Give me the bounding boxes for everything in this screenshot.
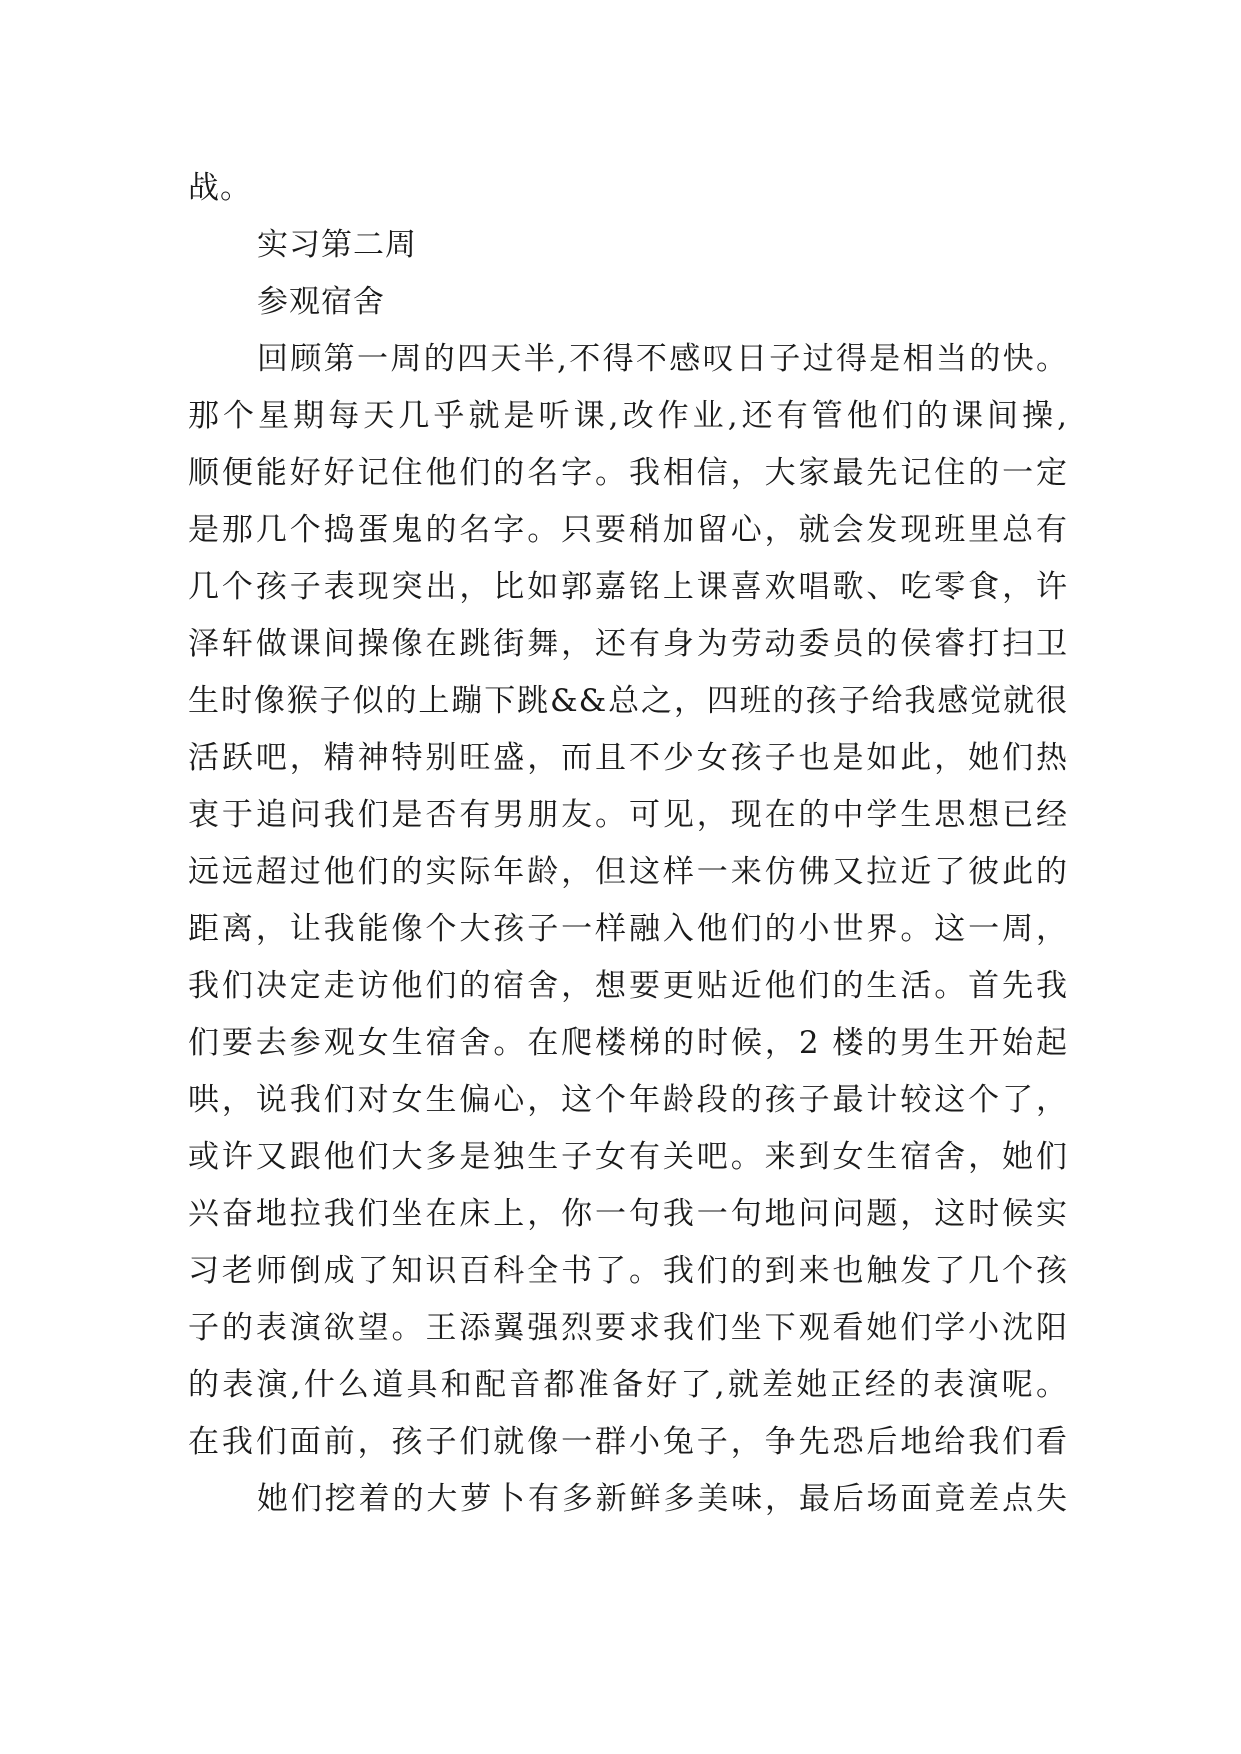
text-line: 的表演,什么道具和配音都准备好了,就差她正经的表演呢。: [188, 1367, 1068, 1403]
text-line: 在我们面前，孩子们就像一群小兔子，争先恐后地给我们看: [188, 1424, 1068, 1460]
text-line: 哄，说我们对女生偏心，这个年龄段的孩子最计较这个了，: [188, 1082, 1068, 1118]
text-line: 们要去参观女生宿舍。在爬楼梯的时候，2 楼的男生开始起: [188, 1025, 1068, 1061]
text-line: 生时像猴子似的上蹦下跳&&总之，四班的孩子给我感觉就很: [188, 683, 1068, 719]
text-line: 远远超过他们的实际年龄，但这样一来仿佛又拉近了彼此的: [188, 854, 1068, 890]
text-line: 衷于追问我们是否有男朋友。可见，现在的中学生思想已经: [188, 797, 1068, 833]
text-line: 或许又跟他们大多是独生子女有关吧。来到女生宿舍，她们: [188, 1139, 1068, 1175]
text-line: 子的表演欲望。王添翼强烈要求我们坐下观看她们学小沈阳: [188, 1310, 1068, 1346]
text-line: 她们挖着的大萝卜有多新鲜多美味，最后场面竟差点失: [257, 1481, 1068, 1517]
text-line: 是那几个捣蛋鬼的名字。只要稍加留心，就会发现班里总有: [188, 512, 1068, 548]
section-heading: 实习第二周: [257, 227, 417, 263]
text-line: 那个星期每天几乎就是听课,改作业,还有管他们的课间操,: [188, 398, 1068, 434]
text-line: 几个孩子表现突出，比如郭嘉铭上课喜欢唱歌、吃零食，许: [188, 569, 1068, 605]
text-line: 距离，让我能像个大孩子一样融入他们的小世界。这一周，: [188, 911, 1068, 947]
text-line: 战。: [188, 170, 252, 206]
text-line: 活跃吧，精神特别旺盛，而且不少女孩子也是如此，她们热: [188, 740, 1068, 776]
text-line: 习老师倒成了知识百科全书了。我们的到来也触发了几个孩: [188, 1253, 1068, 1289]
text-line: 回顾第一周的四天半,不得不感叹日子过得是相当的快。: [257, 341, 1068, 377]
text-line: 兴奋地拉我们坐在床上，你一句我一句地问问题，这时候实: [188, 1196, 1068, 1232]
text-line: 我们决定走访他们的宿舍，想要更贴近他们的生活。首先我: [188, 968, 1068, 1004]
section-subheading: 参观宿舍: [257, 284, 385, 320]
text-line: 泽轩做课间操像在跳街舞，还有身为劳动委员的侯睿打扫卫: [188, 626, 1068, 662]
text-line: 顺便能好好记住他们的名字。我相信，大家最先记住的一定: [188, 455, 1068, 491]
